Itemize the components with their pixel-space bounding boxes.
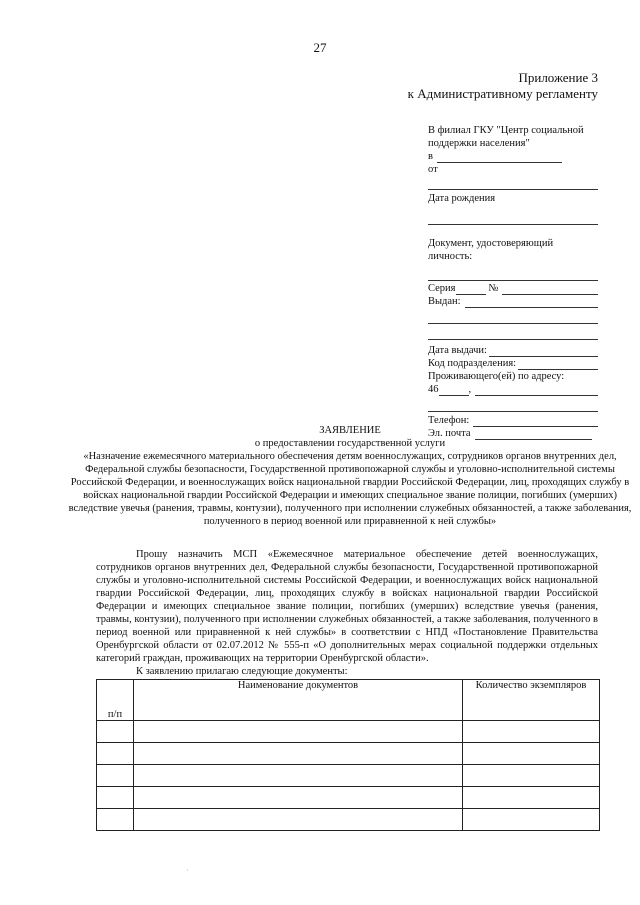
in-label: в — [428, 151, 433, 162]
to-line: В филиал ГКУ "Центр социальной поддержки населения" — [428, 125, 584, 149]
statement-heading: ЗАЯВЛЕНИЕ — [319, 425, 381, 436]
table-cell[interactable] — [97, 721, 134, 743]
table-cell[interactable] — [97, 809, 134, 831]
dept-code-label: Код подразделения: — [428, 358, 517, 369]
dept-code-field[interactable] — [518, 358, 598, 370]
col-quantity-header: Количество экземпляров — [463, 680, 600, 721]
birth-date-label: Дата рождения — [428, 193, 496, 204]
table-row — [97, 721, 600, 743]
table-row — [97, 809, 600, 831]
address-block: В филиал ГКУ "Центр социальной поддержки населения" в от Дата рождения Документ, удостоверяющий личность: Серия № Выдан: Дата выдачи: Код подразделения: Проживающего(ей) по адресу: 46 , Телефон: Эл. почта — [428, 124, 598, 440]
appendix-line-2: к Административному регламенту — [407, 86, 598, 101]
table-row — [97, 743, 600, 765]
birth-date-field[interactable] — [428, 213, 598, 225]
appendix-line-1: Приложение 3 — [518, 70, 598, 85]
id-doc-label: Документ, удостоверяющий личность: — [428, 238, 554, 262]
issued-field[interactable] — [465, 296, 598, 308]
issue-date-label: Дата выдачи: — [428, 345, 487, 356]
postal-field[interactable] — [439, 384, 469, 396]
page-number: 27 — [313, 40, 327, 55]
table-cell[interactable] — [463, 787, 600, 809]
scan-speck: · — [186, 866, 189, 875]
postal-prefix: 46 — [428, 384, 439, 395]
table-row — [97, 765, 600, 787]
from-field[interactable] — [428, 178, 598, 190]
table-cell[interactable] — [134, 787, 463, 809]
series-field[interactable] — [456, 283, 486, 295]
table-cell[interactable] — [463, 809, 600, 831]
table-cell[interactable] — [134, 743, 463, 765]
statement-title — [60, 424, 640, 528]
appendix-header — [408, 70, 598, 102]
residing-label: Проживающего(ей) по адресу: — [428, 371, 565, 382]
table-cell[interactable] — [463, 743, 600, 765]
issued-field-3[interactable] — [428, 328, 598, 340]
address-field[interactable] — [475, 384, 598, 396]
address-field-2[interactable] — [428, 400, 598, 412]
attachments-paragraph: К заявлению прилагаю следующие документы: — [136, 666, 348, 677]
col-number-header: п/п — [97, 680, 134, 721]
table-cell[interactable] — [97, 765, 134, 787]
issued-label: Выдан: — [428, 296, 461, 307]
id-doc-field[interactable] — [428, 269, 598, 281]
statement-subheading: о предоставлении государственной услуги — [254, 438, 446, 449]
documents-table — [96, 679, 600, 831]
in-field[interactable] — [437, 151, 562, 163]
from-label: от — [428, 164, 438, 175]
table-cell[interactable] — [97, 743, 134, 765]
issue-date-field[interactable] — [489, 345, 598, 357]
table-cell[interactable] — [134, 809, 463, 831]
table-cell[interactable] — [463, 721, 600, 743]
number-field[interactable] — [502, 283, 598, 295]
request-paragraph: Прошу назначить МСП «Ежемесячное материальное обеспечение детей военнослужащих, сотрудников органов внутренних дел, Федеральной службы безопасности, Государственной противопожарной службы и уголовно-исполнительной системы Российской Федерации, и военнослужащих войск национальной гвардии Российской Федерации, лиц, проходящих службу в войсках национальной гвардии Российской Федерации и имеющих специальное звание полиции, погибших (умерших) вследствие увечья (ранения, травмы, контузии), полученного при исполнении служебных обязанностей, а также заболевания, полученного в период военной или приравненной к ней службы» в соответствии с НПД «Постановление Правительства Оренбургской области от 02.07.2012 № 555-п «О дополнительных мерах социальной поддержки отдельных категорий граждан, проживающих на территории Оренбургской области». — [96, 549, 598, 664]
issued-field-2[interactable] — [428, 312, 598, 324]
table-cell[interactable] — [463, 765, 600, 787]
table-cell[interactable] — [134, 721, 463, 743]
series-label: Серия — [428, 283, 456, 294]
email-label: Эл. почта — [428, 428, 471, 439]
table-row — [97, 787, 600, 809]
statement-body — [96, 548, 598, 678]
table-cell[interactable] — [97, 787, 134, 809]
col-name-header: Наименование документов — [134, 680, 463, 721]
number-label: № — [488, 283, 499, 294]
phone-label: Телефон: — [428, 415, 470, 426]
table-cell[interactable] — [134, 765, 463, 787]
table-header-row — [97, 680, 600, 721]
service-name: «Назначение ежемесячного материального обеспечения детям военнослужащих, сотрудников органов внутренних дел, Федеральной службы безопасности, Государственной противопожарной службы и уголовно-исполнительной системы Российской Федерации, и военнослужащих войск национальной гвардии Российской Федерации, лиц, проходящих службу в войсках национальной гвардии Российской Федерации и имеющих специальное звание полиции, погибших (умерших) вследствие увечья (ранения, травмы, контузии), полученного при исполнении служебных обязанностей, а также заболевания, полученного в период военной или приравненной к ней службы» — [68, 451, 632, 527]
